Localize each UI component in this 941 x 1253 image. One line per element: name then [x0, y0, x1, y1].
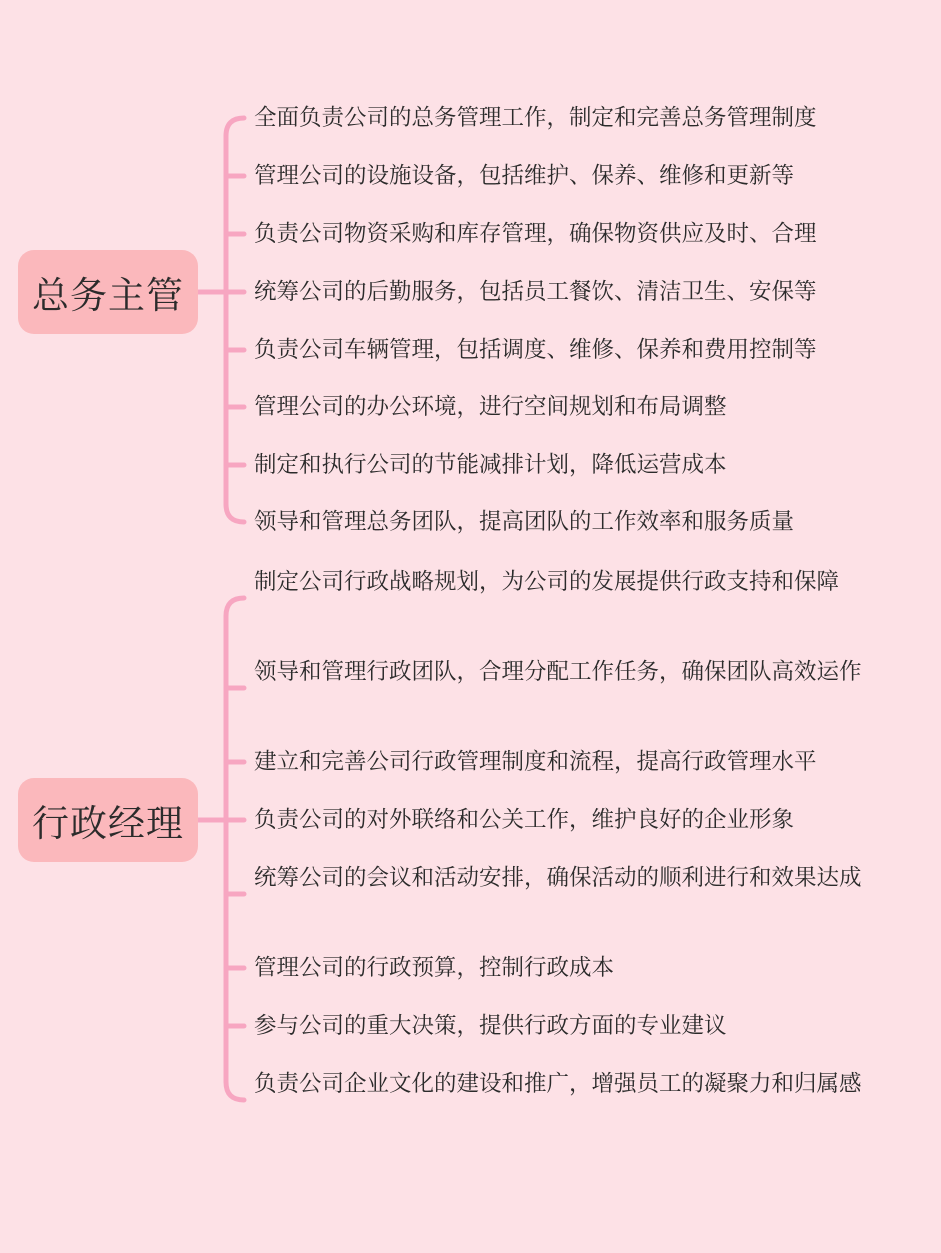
list-item: 管理公司的设施设备，包括维护、保养、维修和更新等 [254, 163, 795, 189]
list-item: 领导和管理行政团队，合理分配工作任务，确保团队高效运作 [254, 659, 862, 685]
list-item: 负责公司物资采购和库存管理，确保物资供应及时、合理 [254, 221, 817, 247]
list-item: 制定和执行公司的节能减排计划，降低运营成本 [254, 452, 727, 478]
list-item: 参与公司的重大决策，提供行政方面的专业建议 [254, 1013, 727, 1039]
root-node-general-affairs-supervisor: 总务主管 [18, 250, 198, 334]
list-item: 全面负责公司的总务管理工作，制定和完善总务管理制度 [254, 105, 817, 131]
list-item: 制定公司行政战略规划，为公司的发展提供行政支持和保障 [254, 569, 840, 595]
list-item: 管理公司的行政预算，控制行政成本 [254, 955, 615, 981]
list-item: 建立和完善公司行政管理制度和流程，提高行政管理水平 [254, 749, 817, 775]
list-item: 统筹公司的会议和活动安排，确保活动的顺利进行和效果达成 [254, 865, 862, 891]
list-item: 负责公司车辆管理，包括调度、维修、保养和费用控制等 [254, 337, 817, 363]
list-item: 负责公司的对外联络和公关工作，维护良好的企业形象 [254, 807, 795, 833]
list-item: 统筹公司的后勤服务，包括员工餐饮、清洁卫生、安保等 [254, 279, 817, 305]
root-node-administrative-manager: 行政经理 [18, 778, 198, 862]
list-item: 领导和管理总务团队，提高团队的工作效率和服务质量 [254, 509, 795, 535]
group-1-bracket [226, 118, 244, 522]
list-item: 管理公司的办公环境，进行空间规划和布局调整 [254, 394, 727, 420]
list-item: 负责公司企业文化的建设和推广，增强员工的凝聚力和归属感 [254, 1071, 862, 1097]
